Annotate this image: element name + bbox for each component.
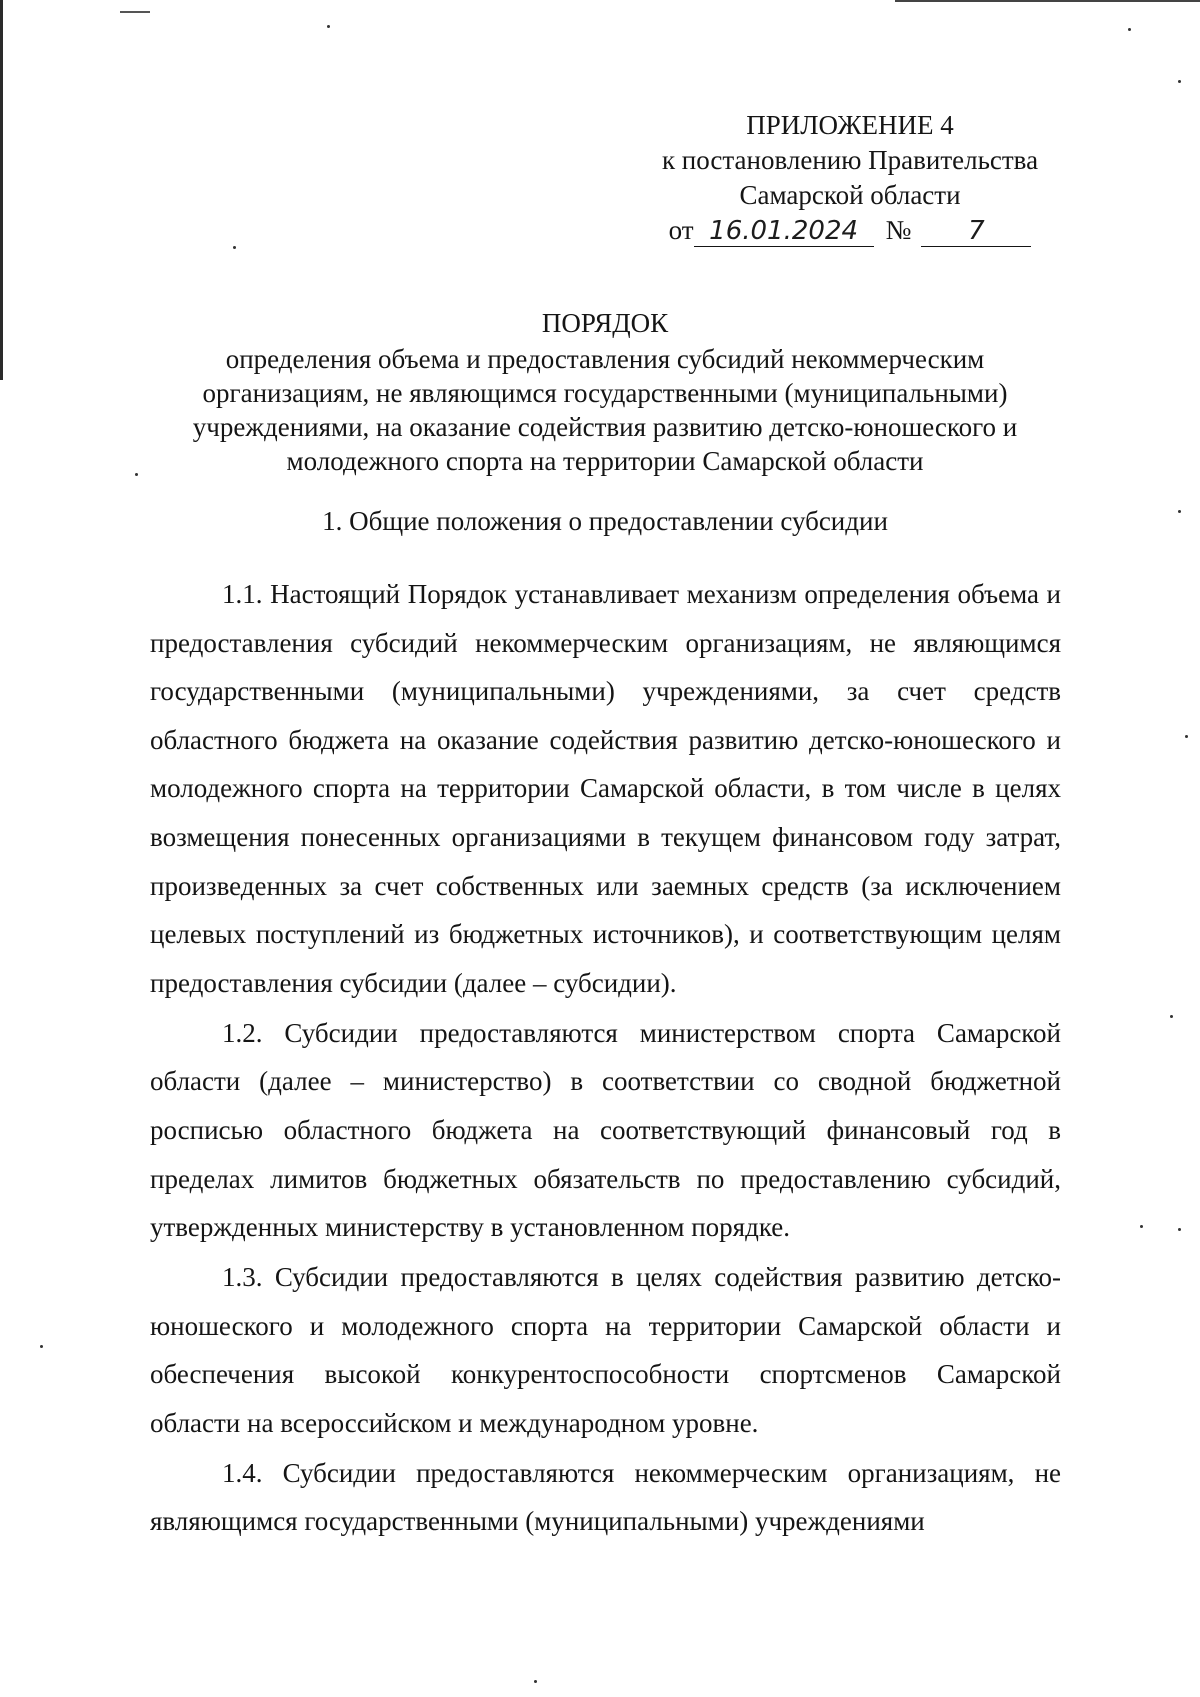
scan-speck [135,473,138,476]
scan-speck [1178,80,1181,83]
scan-speck [534,1680,537,1683]
scan-speck [1178,1228,1181,1231]
scan-speck [40,1345,43,1348]
paragraph-1-4: 1.4. Субсидии предоставляются некоммерческим организациям, не являющимся государственными (муниципальными) учреждениями [150,1457,1061,1537]
order-title: ПОРЯДОК [541,308,669,338]
scan-speck [1170,1015,1173,1018]
scan-speck [1128,28,1131,31]
appendix-header [640,108,1060,248]
scan-speck [327,25,330,28]
order-subtitle: определения объема и предоставления субсидий некоммерческим организациям, не являющимся государственными (муниципальными) учреждениями, на оказание содействия развитию детско-юношеского и молодежного спорта на территории Самарской области [192,344,1018,476]
handwritten-date: 16.01.2024 [694,216,874,247]
appendix-date-number-line [640,213,1060,248]
paragraph-1-3: 1.3. Субсидии предоставляются в целях содействия развитию детско-юношеского и молодежного спорта на территории Самарской области и обеспечения высокой конкурентоспособности спортсменов Самарской области на всероссийском и международном уровне. [150,1262,1061,1438]
paragraph-1-1: 1.1. Настоящий Порядок устанавливает механизм определения объема и предоставления субсидий некоммерческим организациям, не являющимся государственными (муниципальными) учреждениями, за счет средств областного бюджета на оказание содействия развитию детско-юношеского и молодежного спорта на территории Самарской области, в том числе в целях возмещения понесенных организациями в текущем финансовом году затрат, произведенных за счет собственных или заемных средств (за исключением целевых поступлений из бюджетных источников), и соответствующим целям предоставления субсидии (далее – субсидии). [150,579,1061,998]
scan-speck [1140,1225,1143,1228]
number-sign: № [885,215,912,245]
paragraph-1-2: 1.2. Субсидии предоставляются министерством спорта Самарской области (далее – министерство) в соответствии со сводной бюджетной росписью областного бюджета на соответствующий финансовый год в пределах лимитов бюджетных обязательств по предоставлению субсидий, утвержденных министерству в установленном порядке. [150,1017,1061,1243]
scan-top-mark [120,11,150,13]
body-text [150,570,1061,1547]
scan-speck [1178,510,1181,513]
scan-top-rule [895,0,1200,2]
scan-speck [1185,735,1188,738]
handwritten-number: 7 [921,216,1031,247]
scan-speck [233,246,236,249]
section-heading: 1. Общие положения о предоставлении субсидии [322,506,888,536]
scan-edge-mark [0,0,3,380]
appendix-line-resolution: к постановлению Правительства [661,145,1039,175]
appendix-line-region: Самарской области [739,180,961,210]
date-prefix: от [668,215,694,245]
appendix-title: ПРИЛОЖЕНИЕ 4 [746,110,954,140]
